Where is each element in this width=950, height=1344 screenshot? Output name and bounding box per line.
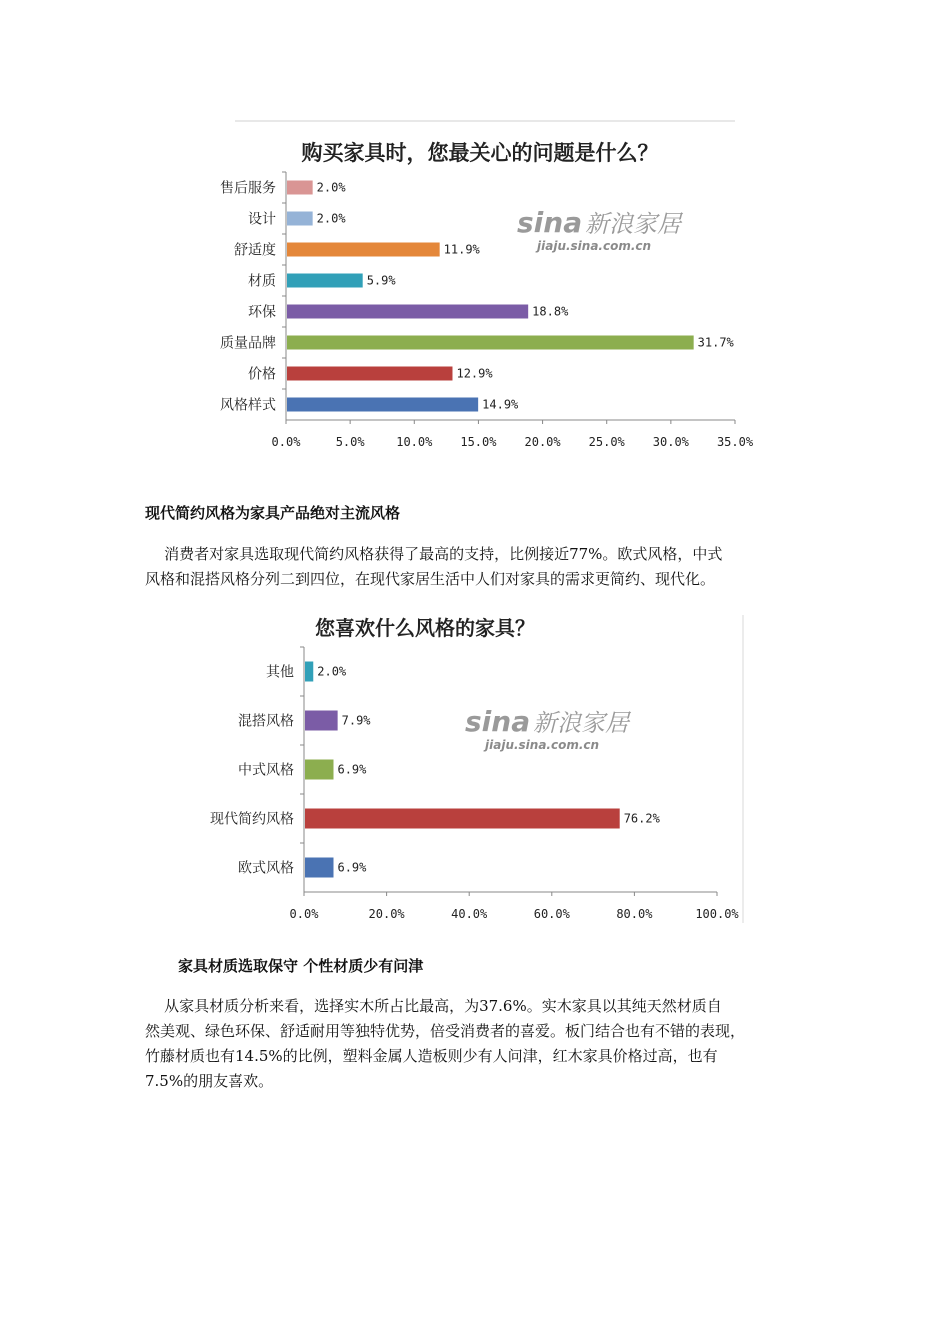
section-heading-modern-style: 现代简约风格为家具产品绝对主流风格 (145, 504, 401, 522)
data-label: 31.7% (697, 335, 734, 350)
category-label: 混搭风格 (238, 713, 294, 730)
x-tick-label: 100.0% (695, 907, 739, 921)
x-tick-label: 0.0% (271, 435, 301, 449)
x-tick-label: 80.0% (616, 907, 653, 921)
data-label: 2.0% (316, 180, 346, 195)
watermark (517, 206, 684, 253)
category-label: 其他 (266, 664, 294, 681)
x-tick-label: 20.0% (368, 907, 405, 921)
category-label: 设计 (248, 211, 276, 228)
bar (287, 367, 452, 381)
bar (305, 760, 333, 780)
paragraph-line: 消费者对家具选取现代简约风格获得了最高的支持，比例接近77%。欧式风格，中式 (145, 545, 723, 563)
chart-furniture-concerns-svg (195, 120, 755, 465)
bar (305, 711, 338, 731)
category-label: 环保 (248, 304, 276, 321)
watermark-logo: sina (517, 206, 583, 239)
bar (287, 336, 694, 350)
watermark (465, 705, 632, 752)
section-heading-material: 家具材质选取保守 个性材质少有问津 (178, 957, 424, 975)
x-tick-label: 5.0% (335, 435, 365, 449)
bar (287, 274, 363, 288)
bar (287, 212, 313, 226)
data-label: 7.9% (341, 713, 371, 728)
x-tick-label: 25.0% (588, 435, 625, 449)
category-label: 中式风格 (238, 762, 294, 779)
category-label: 材质 (248, 273, 276, 290)
bar (305, 858, 333, 878)
x-tick-label: 60.0% (533, 907, 570, 921)
x-tick-label: 0.0% (289, 907, 319, 921)
paragraph-line: 风格和混搭风格分列二到四位，在现代家居生活中人们对家具的需求更简约、现代化。 (145, 570, 716, 588)
chart-furniture-style-svg (195, 605, 755, 930)
bar (305, 809, 620, 829)
bar (305, 662, 313, 682)
watermark-url: jiaju.sina.com.cn (537, 239, 652, 253)
watermark-url: jiaju.sina.com.cn (485, 738, 600, 752)
x-tick-label: 20.0% (524, 435, 561, 449)
x-tick-label: 30.0% (652, 435, 689, 449)
data-label: 11.9% (443, 242, 480, 257)
category-label: 现代简约风格 (210, 811, 294, 828)
bar (287, 181, 313, 195)
category-label: 价格 (248, 366, 276, 383)
paragraph-line: 7.5%的朋友喜欢。 (145, 1072, 274, 1090)
watermark-name: 新浪家居 (533, 709, 629, 737)
data-label: 2.0% (316, 211, 346, 226)
data-label: 2.0% (317, 664, 347, 679)
category-label: 售后服务 (220, 180, 276, 197)
data-label: 76.2% (623, 811, 660, 826)
data-label: 6.9% (337, 762, 367, 777)
x-tick-label: 35.0% (716, 435, 754, 449)
watermark-logo: sina (465, 705, 531, 738)
x-tick-label: 15.0% (460, 435, 497, 449)
chart-furniture-style (195, 605, 755, 930)
section-paragraph-modern-style (145, 542, 815, 592)
category-label: 欧式风格 (238, 860, 294, 877)
paragraph-line: 竹藤材质也有14.5%的比例，塑料金属人造板则少有人问津，红木家具价格过高，也有 (145, 1047, 718, 1065)
data-label: 6.9% (337, 860, 367, 875)
x-tick-label: 40.0% (451, 907, 488, 921)
chart-title: 您喜欢什么风格的家具？ (315, 616, 535, 640)
data-label: 18.8% (532, 304, 569, 319)
data-label: 12.9% (456, 366, 493, 381)
section-paragraph-material (145, 994, 815, 1094)
data-label: 14.9% (482, 397, 519, 412)
x-tick-label: 10.0% (396, 435, 433, 449)
bar (287, 398, 478, 412)
data-label: 5.9% (366, 273, 396, 288)
watermark-name: 新浪家居 (585, 210, 681, 238)
bar (287, 305, 528, 319)
category-label: 质量品牌 (220, 335, 276, 352)
bar (287, 243, 440, 257)
category-label: 舒适度 (234, 242, 276, 259)
paragraph-line: 从家具材质分析来看，选择实木所占比最高，为37.6%。实木家具以其纯天然材质自 (145, 997, 722, 1015)
chart-title: 购买家具时，您最关心的问题是什么？ (301, 141, 659, 165)
chart-furniture-concerns (195, 120, 755, 465)
category-label: 风格样式 (220, 397, 276, 414)
paragraph-line: 然美观、绿色环保、舒适耐用等独特优势，倍受消费者的喜爱。板门结合也有不错的表现， (145, 1022, 746, 1040)
